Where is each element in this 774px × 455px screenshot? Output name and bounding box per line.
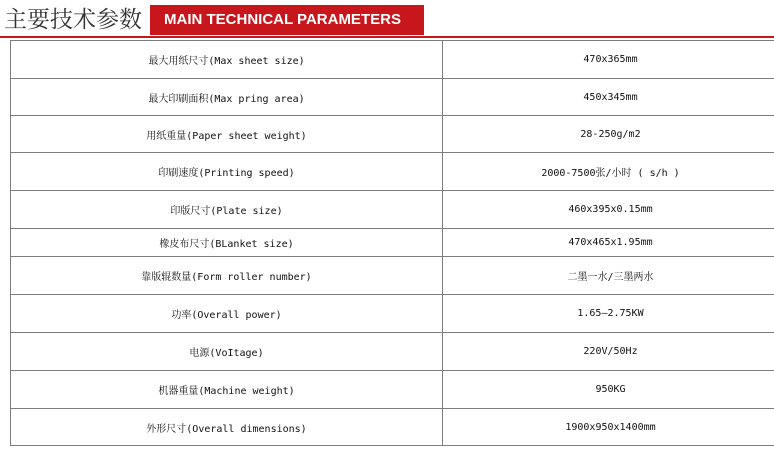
param-value: 220V/50Hz xyxy=(443,333,774,371)
param-value: 2000-7500张/小时 ( s/h ) xyxy=(443,153,774,191)
param-label: 印版尺寸(Plate size) xyxy=(11,191,443,229)
table-row xyxy=(11,79,774,116)
table-row xyxy=(11,116,774,153)
param-label: 功率(Overall power) xyxy=(11,295,443,333)
param-label: 靠版辊数量(Form roller number) xyxy=(11,257,443,295)
param-value: 460x395x0.15mm xyxy=(443,191,774,229)
table-row xyxy=(11,229,774,257)
param-value: 28-250g/m2 xyxy=(443,116,774,153)
param-label: 最大印刷面积(Max pring area) xyxy=(11,79,443,116)
param-label: 印刷速度(Printing speed) xyxy=(11,153,443,191)
page-title-english-banner: MAIN TECHNICAL PARAMETERS xyxy=(150,5,424,35)
param-label: 最大用纸尺寸(Max sheet size) xyxy=(11,41,443,79)
table-row xyxy=(11,371,774,409)
param-label: 电源(VoItage) xyxy=(11,333,443,371)
param-value: 470x465x1.95mm xyxy=(443,229,774,257)
param-value: 1900x950x1400mm xyxy=(443,409,774,446)
table-row xyxy=(11,295,774,333)
param-value: 450x345mm xyxy=(443,79,774,116)
param-label: 外形尺寸(Overall dimensions) xyxy=(11,409,443,446)
param-label: 机器重量(Machine weight) xyxy=(11,371,443,409)
table-row xyxy=(11,257,774,295)
table-row xyxy=(11,41,774,79)
page-title-chinese: 主要技术参数 xyxy=(4,7,142,33)
param-value: 二墨一水/三墨两水 xyxy=(443,257,774,295)
header-divider xyxy=(0,36,774,38)
table-row xyxy=(11,333,774,371)
table-row xyxy=(11,409,774,446)
page-header xyxy=(4,3,424,37)
parameters-table xyxy=(10,40,774,446)
table-row xyxy=(11,153,774,191)
param-value: 470x365mm xyxy=(443,41,774,79)
param-value: 950KG xyxy=(443,371,774,409)
param-label: 用纸重量(Paper sheet weight) xyxy=(11,116,443,153)
param-label: 橡皮布尺寸(BLanket size) xyxy=(11,229,443,257)
table-row xyxy=(11,191,774,229)
param-value: 1.65—2.75KW xyxy=(443,295,774,333)
